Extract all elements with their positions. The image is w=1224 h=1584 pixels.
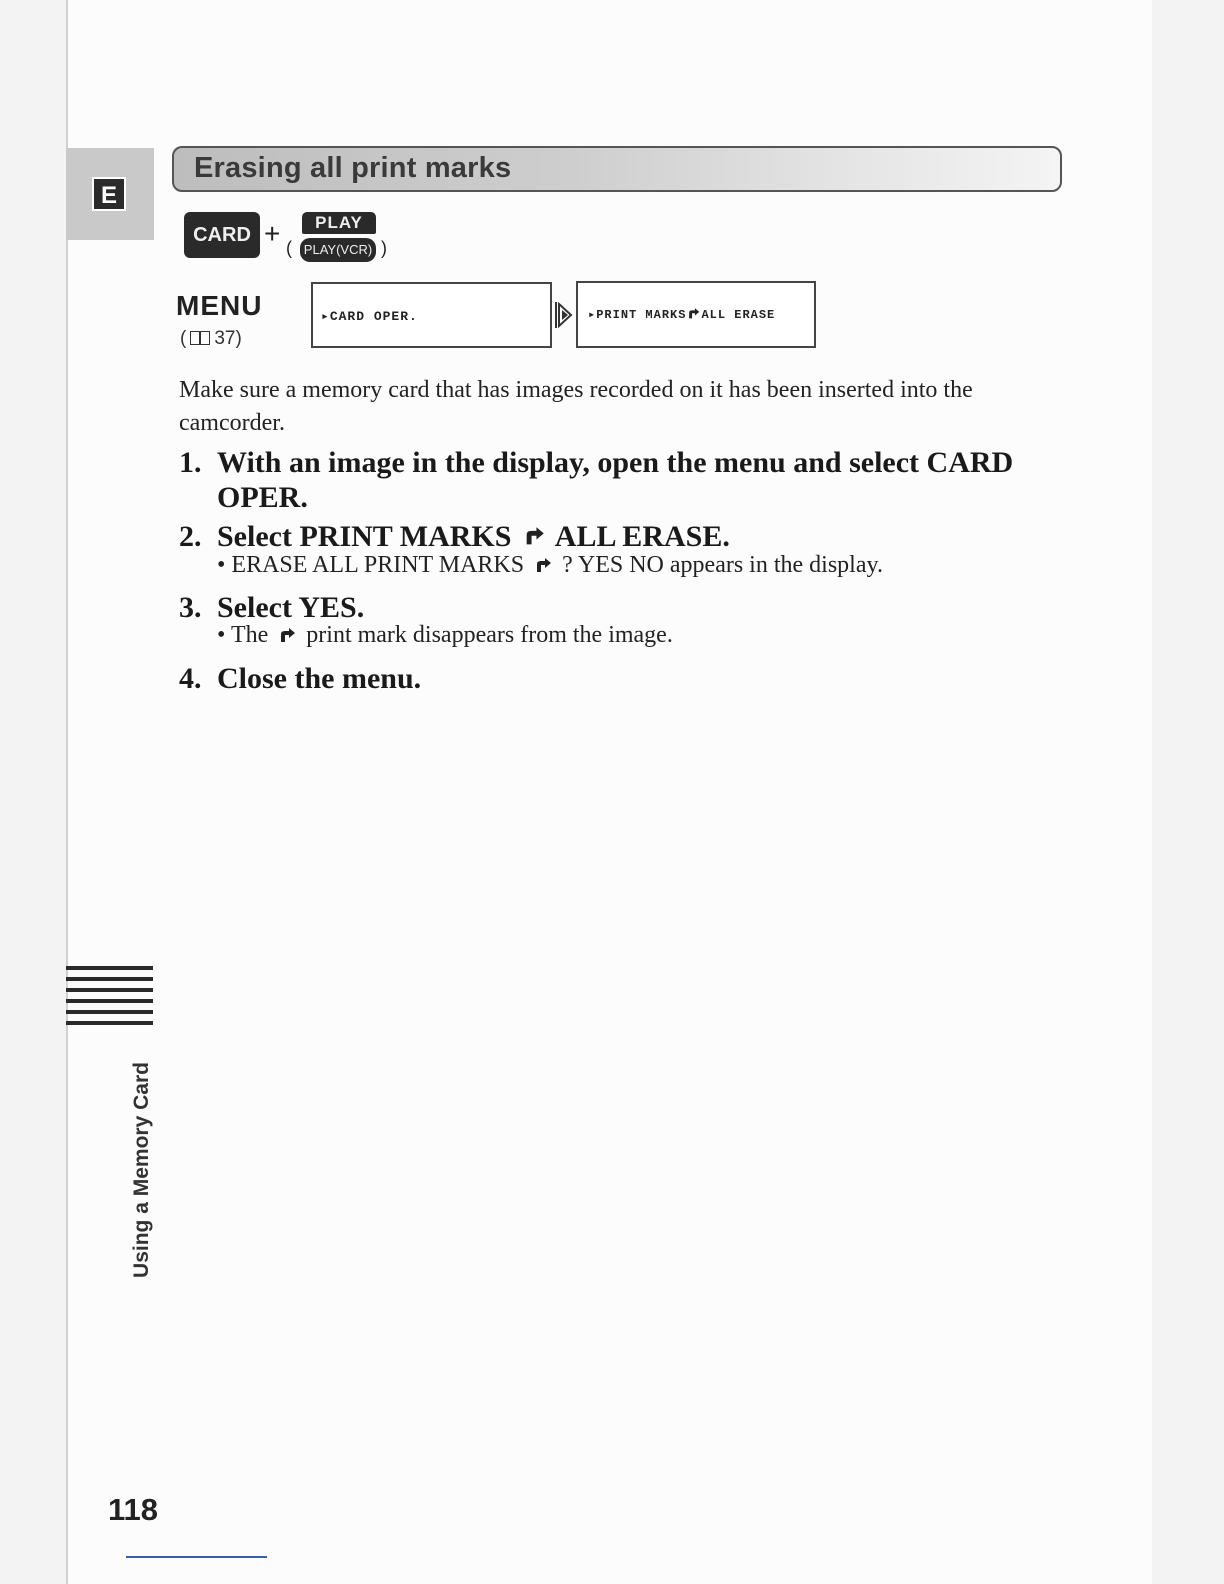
menu-ref-paren: (	[180, 328, 187, 349]
section-title-vertical: Using a Memory Card	[130, 1062, 153, 1278]
step-2-note	[217, 552, 883, 579]
menu-screen-card-oper	[311, 282, 552, 348]
note-text-b: print mark disappears from the image.	[306, 622, 673, 648]
step-3	[179, 590, 1059, 626]
section-title-bar	[172, 146, 1062, 192]
menu-ref-page: 37)	[214, 328, 242, 349]
print-mark-icon	[687, 308, 700, 320]
note-text-a: • ERASE ALL PRINT MARKS	[217, 552, 525, 578]
menu-screen-text	[588, 307, 775, 322]
step-text	[217, 519, 1057, 554]
card-button-icon: CARD	[184, 212, 260, 258]
play-button-icon: PLAY	[302, 212, 376, 234]
menu-screen-text-a: ▸PRINT MARKS	[588, 308, 687, 322]
footer-rule	[126, 1556, 267, 1558]
book-icon	[190, 331, 210, 345]
step-text-b: ALL ERASE.	[554, 520, 730, 553]
note-text-a: • The	[217, 622, 269, 648]
paren-open: (	[286, 238, 292, 258]
note-text-b: ? YES NO appears in the display.	[562, 552, 883, 578]
page-number: 118	[108, 1492, 159, 1527]
section-marker-bars	[66, 966, 153, 1032]
play-vcr-switch-icon: PLAY(VCR)	[300, 238, 376, 262]
step-1	[179, 445, 1059, 515]
print-mark-icon	[523, 527, 545, 547]
step-number: 3.	[179, 591, 202, 624]
step-2	[179, 519, 1059, 555]
step-text: With an image in the display, open the menu and select CARD OPER.	[217, 446, 1014, 514]
menu-label: MENU	[176, 290, 263, 321]
menu-screen-text-b: ALL ERASE	[701, 308, 776, 322]
print-mark-icon	[534, 558, 552, 574]
step-number: 2.	[179, 520, 202, 553]
step-text-a: Select PRINT MARKS	[217, 520, 512, 553]
plus-sign: +	[264, 218, 281, 249]
step-number: 1.	[179, 446, 202, 479]
print-mark-icon	[278, 628, 296, 644]
next-arrow-icon	[554, 300, 574, 330]
language-tab-label: E	[92, 177, 126, 211]
step-text: Select YES.	[217, 591, 365, 624]
menu-page-reference	[180, 328, 242, 350]
step-3-note	[217, 622, 673, 649]
intro-paragraph: Make sure a memory card that has images recorded on it has been inserted into the camcorder.	[179, 377, 973, 436]
menu-screen-print-marks	[576, 281, 816, 348]
step-number: 4.	[179, 662, 202, 695]
step-4	[179, 661, 1059, 697]
page-title: Erasing all print marks	[194, 152, 512, 184]
paren-close: )	[381, 238, 387, 258]
menu-screen-text: ▸CARD OPER.	[321, 309, 418, 324]
step-text: Close the menu.	[217, 662, 422, 695]
